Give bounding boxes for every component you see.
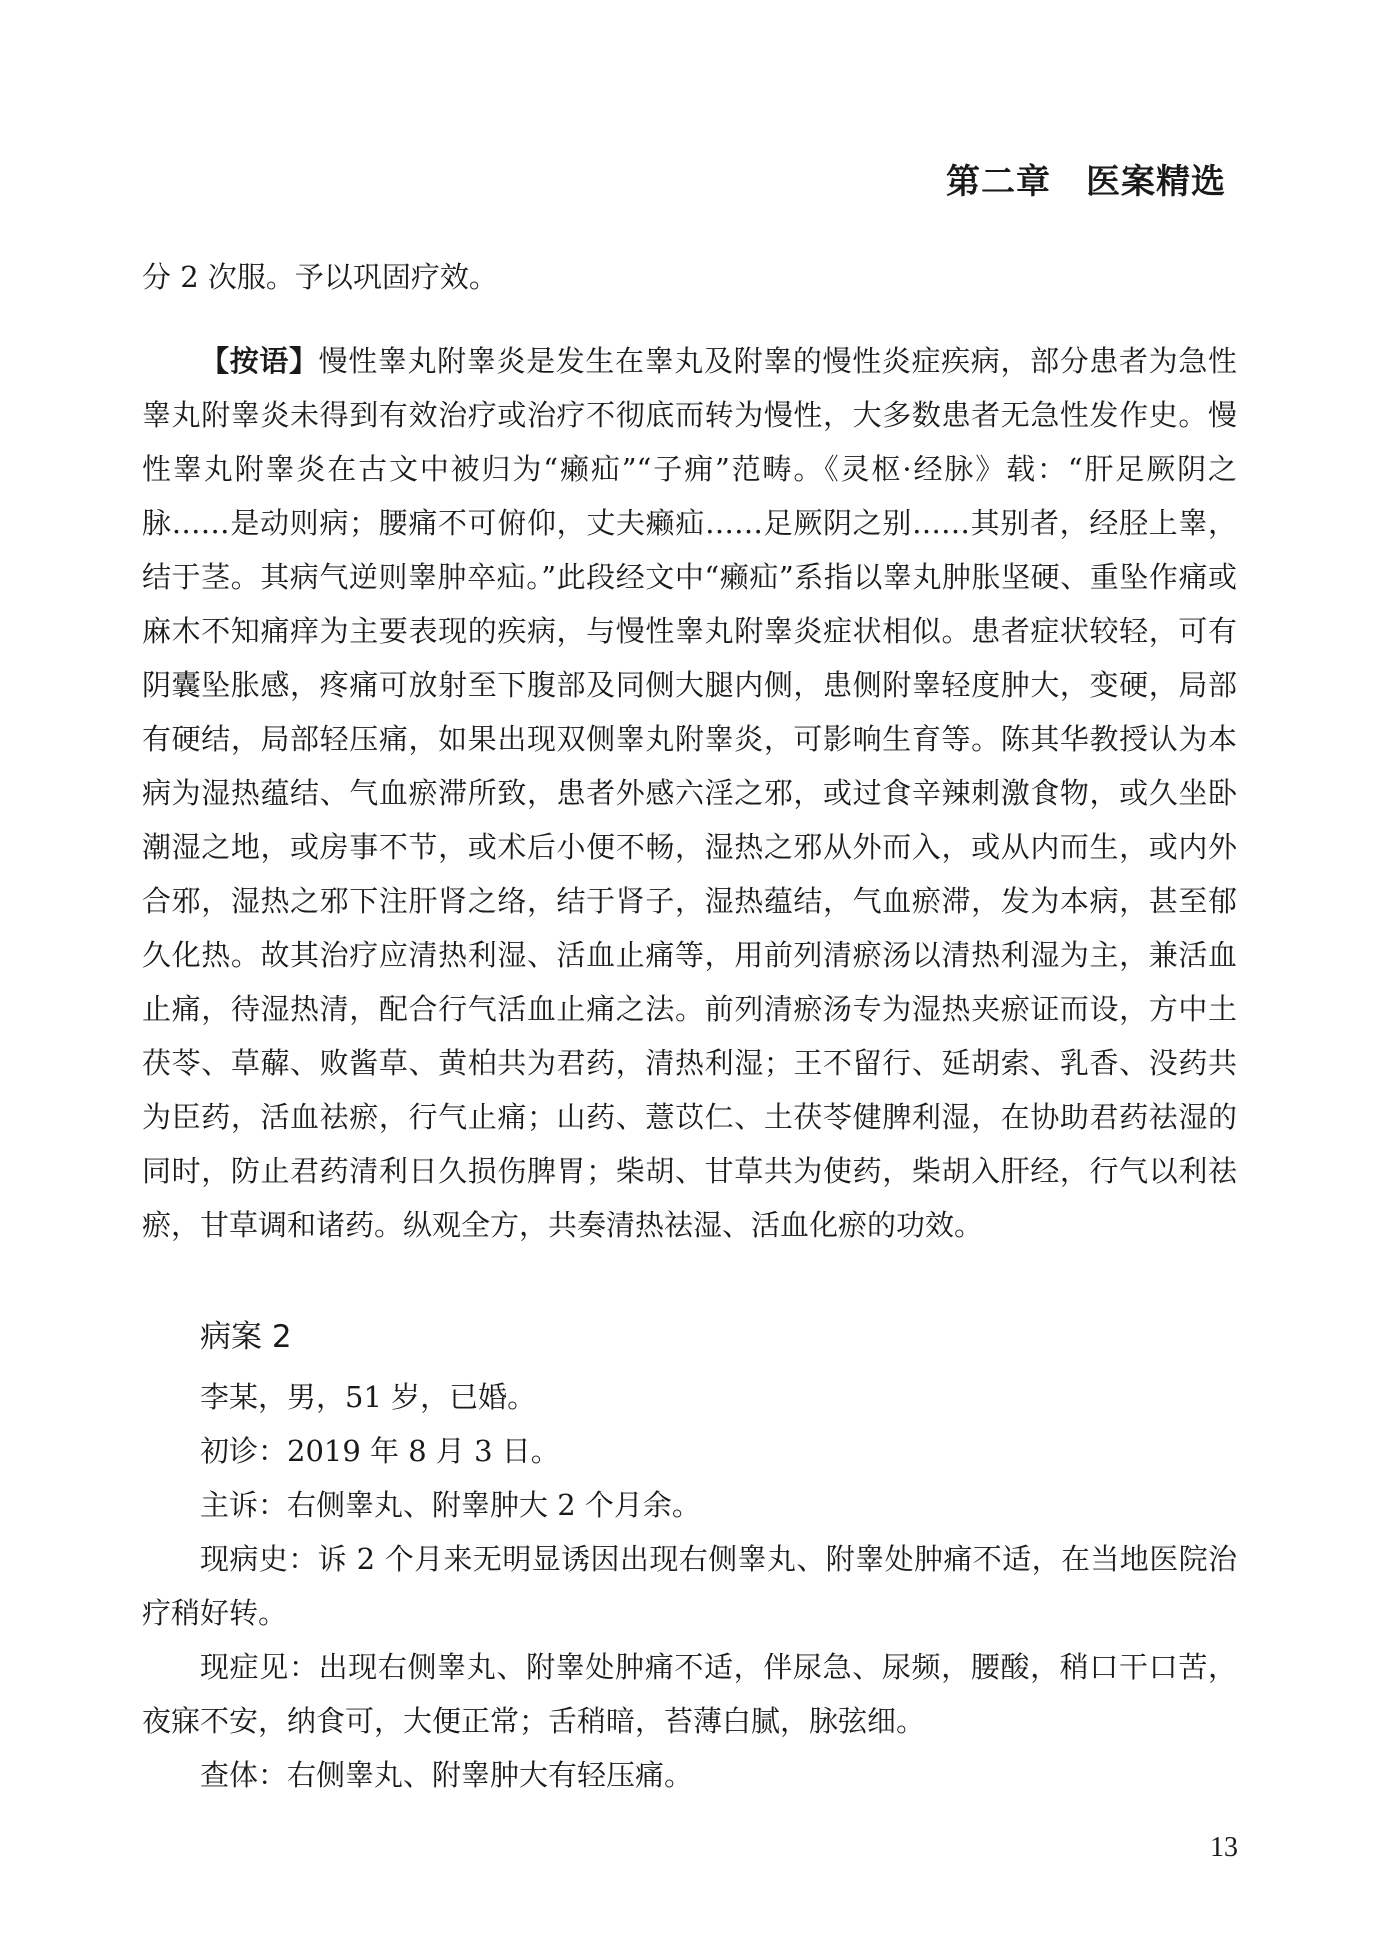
present-history: 现病史：诉 2 个月来无明显诱因出现右侧睾丸、附睾处肿痛不适，在当地医院治疗稍好转。 (142, 1542, 1237, 1630)
patient-info: 李某，男，51 岁，已婚。 (200, 1380, 537, 1414)
physical-exam: 查体：右侧睾丸、附睾肿大有轻压痛。 (200, 1758, 694, 1792)
commentary-paragraph (142, 334, 1237, 1252)
commentary-text: 慢性睾丸附睾炎是发生在睾丸及附睾的慢性炎症疾病，部分患者为急性睾丸附睾炎未得到有效治疗或治疗不彻底而转为慢性，大多数患者无急性发作史。慢性睾丸附睾炎在古文中被归为“癞疝”“子痈”范畴。《灵枢·经脉》载：“肝足厥阴之脉……是动则病；腰痛不可俯仰，丈夫癞疝……足厥阴之别……其别者，经胫上睾，结于茎。其病气逆则睾肿卒疝。”此段经文中“癞疝”系指以睾丸肿胀坚硬、重坠作痛或麻木不知痛痒为主要表现的疾病，与慢性睾丸附睾炎症状相似。患者症状较轻，可有阴囊坠胀感，疼痛可放射至下腹部及同侧大腿内侧，患侧附睾轻度肿大，变硬，局部有硬结，局部轻压痛，如果出现双侧睾丸附睾炎，可影响生育等。陈其华教授认为本病为湿热蕴结、气血瘀滞所致，患者外感六淫之邪，或过食辛辣刺激食物，或久坐卧潮湿之地，或房事不节，或术后小便不畅，湿热之邪从外而入，或从内而生，或内外合邪，湿热之邪下注肝肾之络，结于肾子，湿热蕴结，气血瘀滞，发为本病，甚至郁久化热。故其治疗应清热利湿、活血止痛等，用前列清瘀汤以清热利湿为主，兼活血止痛，待湿热清，配合行气活血止痛之法。前列清瘀汤专为湿热夹瘀证而设，方中土茯苓、草薢、败酱草、黄柏共为君药，清热利湿；王不留行、延胡索、乳香、没药共为臣药，活血祛瘀，行气止痛；山药、薏苡仁、土茯苓健脾利湿，在协助君药祛湿的同时，防止君药清利日久损伤脾胃；柴胡、甘草共为使药，柴胡入肝经，行气以利祛瘀，甘草调和诸药。纵观全方，共奏清热祛湿、活血化瘀的功效。 (142, 344, 1237, 1242)
page-number: 13 (1210, 1832, 1238, 1863)
body-text (142, 250, 1237, 1802)
commentary-label: 【按语】 (200, 344, 319, 378)
case-title: 病案 2 (200, 1319, 292, 1355)
chief-complaint: 主诉：右侧睾丸、附睾肿大 2 个月余。 (200, 1488, 701, 1522)
current-symptoms: 现症见：出现右侧睾丸、附睾处肿痛不适，伴尿急、尿频，腰酸，稍口干口苦，夜寐不安，纳食可，大便正常；舌稍暗，苔薄白腻，脉弦细。 (142, 1650, 1237, 1738)
intro-line: 分 2 次服。予以巩固疗效。 (142, 260, 498, 294)
chapter-header: 第二章 医案精选 (946, 162, 1226, 202)
first-visit: 初诊：2019 年 8 月 3 日。 (200, 1434, 560, 1468)
